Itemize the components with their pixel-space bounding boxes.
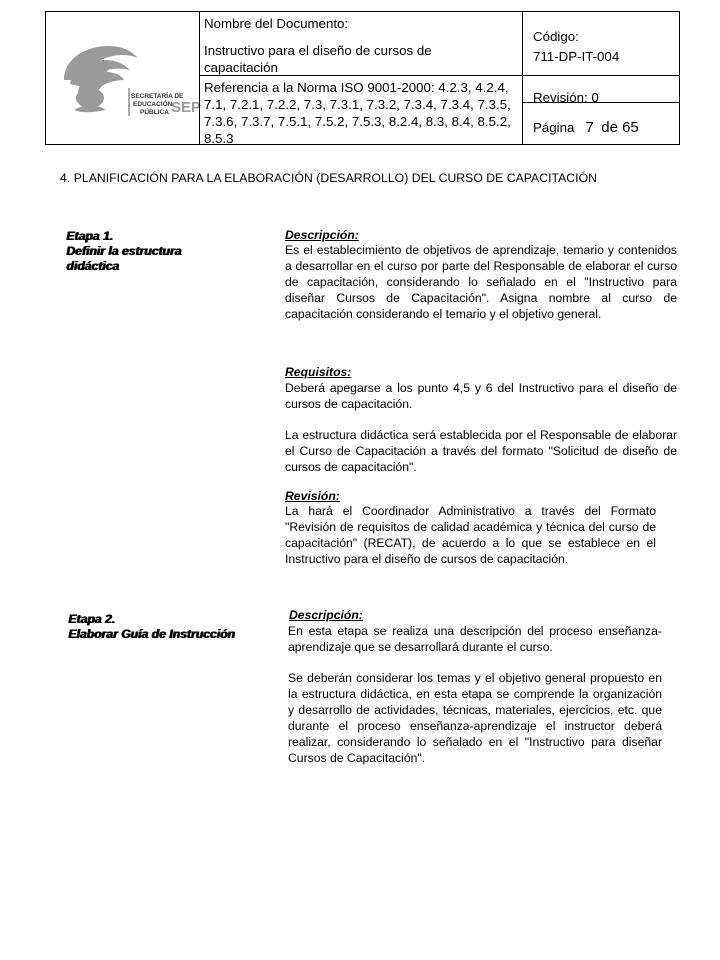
code-cell — [522, 11, 680, 76]
stage2-description-1: En esta etapa se realiza una descripción del proceso enseñanza-aprendizaje que se desarrollará durante el curso. — [288, 624, 662, 654]
document-name-label: Nombre del Documento: — [204, 16, 349, 31]
stage1-number: Etapa 1. — [66, 229, 113, 243]
document-name-cell — [199, 11, 523, 76]
logo-text-line3: PÚBLICA — [140, 109, 169, 116]
logo-cell — [45, 11, 200, 145]
page-total: de 65 — [601, 119, 639, 136]
document-name: Instructivo para el diseño de cursos de capacitación — [204, 43, 432, 75]
stage2-description-heading: Descripción: — [289, 608, 363, 622]
stage1-review-heading: Revisión: — [285, 489, 340, 503]
stage1-description: Es el establecimiento de objetivos de aprendizaje, temario y contenidos a desarrollar en el curso por parte del Responsable de elaborar el curso de capacitación, considerando lo señalado en el "Instructivo para diseñar Cursos de Capacitación". Asigna nombre al curso de capacitación considerando el temario y el objetivo general. — [285, 243, 677, 321]
stage1-review: La hará el Coordinador Administrativo a través del Formato "Revisión de requisitos de calidad académica y técnica del curso de capacitación" (RECAT), de acuerdo a lo que se establece en el Instructivo para el diseño de cursos de capacitación. — [285, 504, 656, 566]
revision-label: Revisión: 0 — [533, 90, 599, 105]
logo-text-line2: EDUCACIÓN — [133, 101, 173, 108]
logo-text-line1: SECRETARÍA DE — [131, 93, 184, 100]
logo-text-sep: SEP — [171, 99, 202, 116]
reference-cell — [199, 75, 523, 145]
page-label: Página — [533, 120, 575, 135]
stage1-title: Definir la estructura didáctica — [66, 244, 182, 273]
stage1-description-heading: Descripción: — [285, 228, 359, 242]
section-title: 4. PLANIFICACIÓN PARA LA ELABORACIÓN (DESARROLLO) DEL CURSO DE CAPACITACIÓN — [60, 171, 597, 185]
iso-reference: Referencia a la Norma ISO 9001-2000: 4.2.3, 4.2.4, 7.1, 7.2.1, 7.2.2, 7.3, 7.3.1, 7.3.2, 7.3.4, 7.3.4, 7.3.5, 7.3.6, 7.3.7, 7.5.1, 7.5.2, 7.5.3, 8.2.4, 8.3, 8.4, 8.5.2, 8.5.3 — [204, 80, 511, 146]
stage2-label — [68, 612, 238, 642]
sep-logo — [54, 40, 202, 120]
page-info — [533, 119, 639, 136]
page-cell — [522, 102, 680, 145]
stage1-label — [66, 229, 236, 274]
stage1-requirements-2: La estructura didáctica será establecida por el Responsable de elaborar el Curso de Capacitación a través del formato "Solicitud de diseño de cursos de capacitación". — [285, 428, 677, 474]
stage2-number: Etapa 2. — [68, 612, 115, 626]
code-label: Código: — [533, 29, 579, 44]
document-header — [45, 11, 680, 145]
stage1-requirements-heading: Requisitos: — [285, 365, 352, 379]
revision-cell — [522, 75, 680, 103]
page-number: 7 — [585, 119, 594, 136]
code-value: 711-DP-IT-004 — [533, 49, 620, 64]
stage2-title: Elaborar Guía de Instrucción — [68, 627, 235, 641]
stage2-description-2: Se deberán considerar los temas y el objetivo general propuesto en la estructura didáctica, en esta etapa se comprende la organización y desarrollo de actividades, técnicas, materiales, ejercicios, etc. que durante el proceso enseñanza-aprendizaje el instructor deberá realizar, considerando lo señalado en el "Instructivo para diseñar Cursos de Capacitación". — [288, 671, 662, 765]
stage1-requirements-1: Deberá apegarse a los punto 4,5 y 6 del Instructivo para el diseño de cursos de capacitación. — [285, 381, 677, 411]
